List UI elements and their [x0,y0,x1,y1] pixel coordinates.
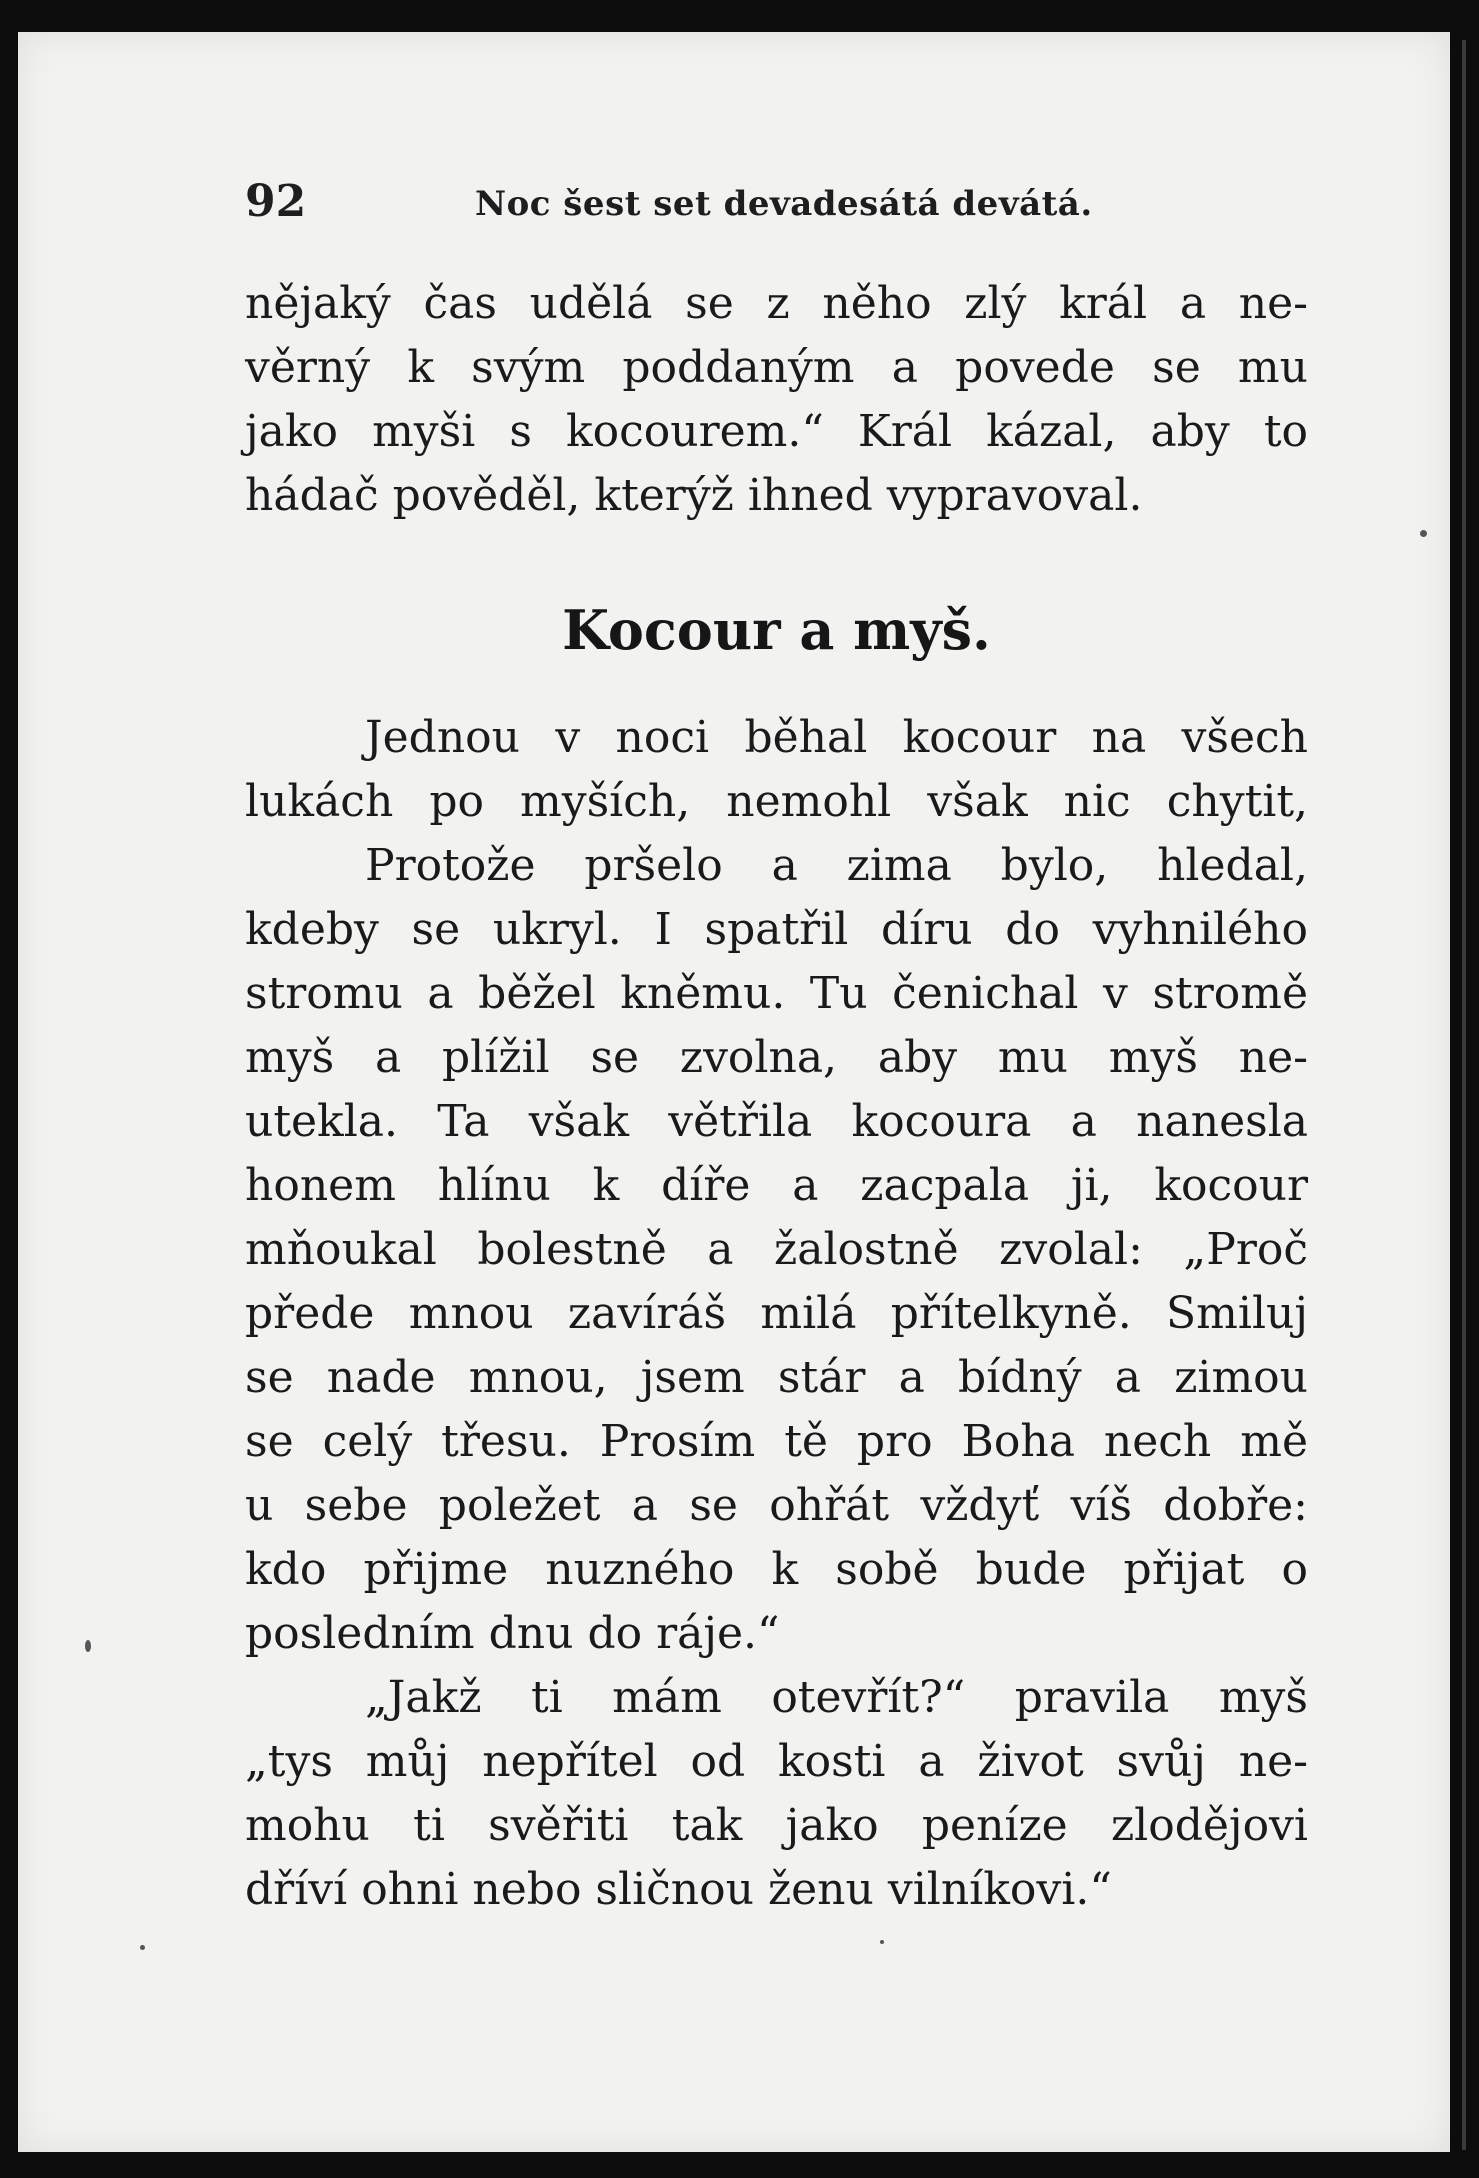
text-line: věrný k svým poddaným a povede se mu [245,342,1308,393]
paper-speck [140,1945,145,1950]
text-line: hádač pověděl, kterýž ihned vypravoval. [245,470,1143,521]
text-line: Jednou v noci běhal kocour na všech [365,712,1308,763]
running-head-title: Noc šest set devadesátá devátá. [475,184,1093,224]
paper-speck [85,1640,91,1652]
text-line: honem hlínu k díře a zacpala ji, kocour [245,1160,1308,1211]
section-heading: Kocour a myš. [562,598,991,662]
text-line: kdeby se ukryl. I spatřil díru do vyhnilého [245,904,1308,955]
text-line: u sebe poležet a se ohřát vždyť víš dobře: [245,1480,1308,1531]
text-line: utekla. Ta však větřila kocoura a nanesla [245,1096,1308,1147]
running-head [245,176,1205,236]
text-line: myš a plížil se zvolna, aby mu myš ne- [245,1032,1308,1083]
text-line: se nade mnou, jsem stár a bídný a zimou [245,1352,1308,1403]
text-line: stromu a běžel kněmu. Tu čenichal v stromě [245,968,1308,1019]
text-line: kdo přijme nuzného k sobě bude přijat o [245,1544,1308,1595]
text-line: „tys můj nepřítel od kosti a život svůj ne- [245,1736,1308,1787]
paper-speck [1420,530,1427,537]
intro-paragraph [245,272,1308,528]
text-line: mňoukal bolestně a žalostně zvolal: „Proč [245,1224,1308,1275]
text-line: Protože pršelo a zima bylo, hledal, [365,840,1308,891]
text-line: dříví ohni nebo sličnou ženu vilníkovi.“ [245,1864,1112,1915]
text-line: jako myši s kocourem.“ Král kázal, aby to [245,406,1308,457]
page-number: 92 [245,176,307,227]
text-line: lukách po myších, nemohl však nic chytit, [245,776,1308,827]
text-line: nějaký čas udělá se z něho zlý král a ne- [245,278,1308,329]
page-edge-line [1462,40,1466,2150]
paper-speck [880,1940,884,1944]
text-line: „Jakž ti mám otevřít?“ pravila myš [365,1672,1308,1723]
story-text [245,706,1308,1922]
text-line: mohu ti svěřiti tak jako peníze zlodějovi [245,1800,1308,1851]
text-line: posledním dnu do ráje.“ [245,1608,780,1659]
text-line: se celý třesu. Prosím tě pro Boha nech mě [245,1416,1308,1467]
text-line: přede mnou zavíráš milá přítelkyně. Smiluj [245,1288,1308,1339]
